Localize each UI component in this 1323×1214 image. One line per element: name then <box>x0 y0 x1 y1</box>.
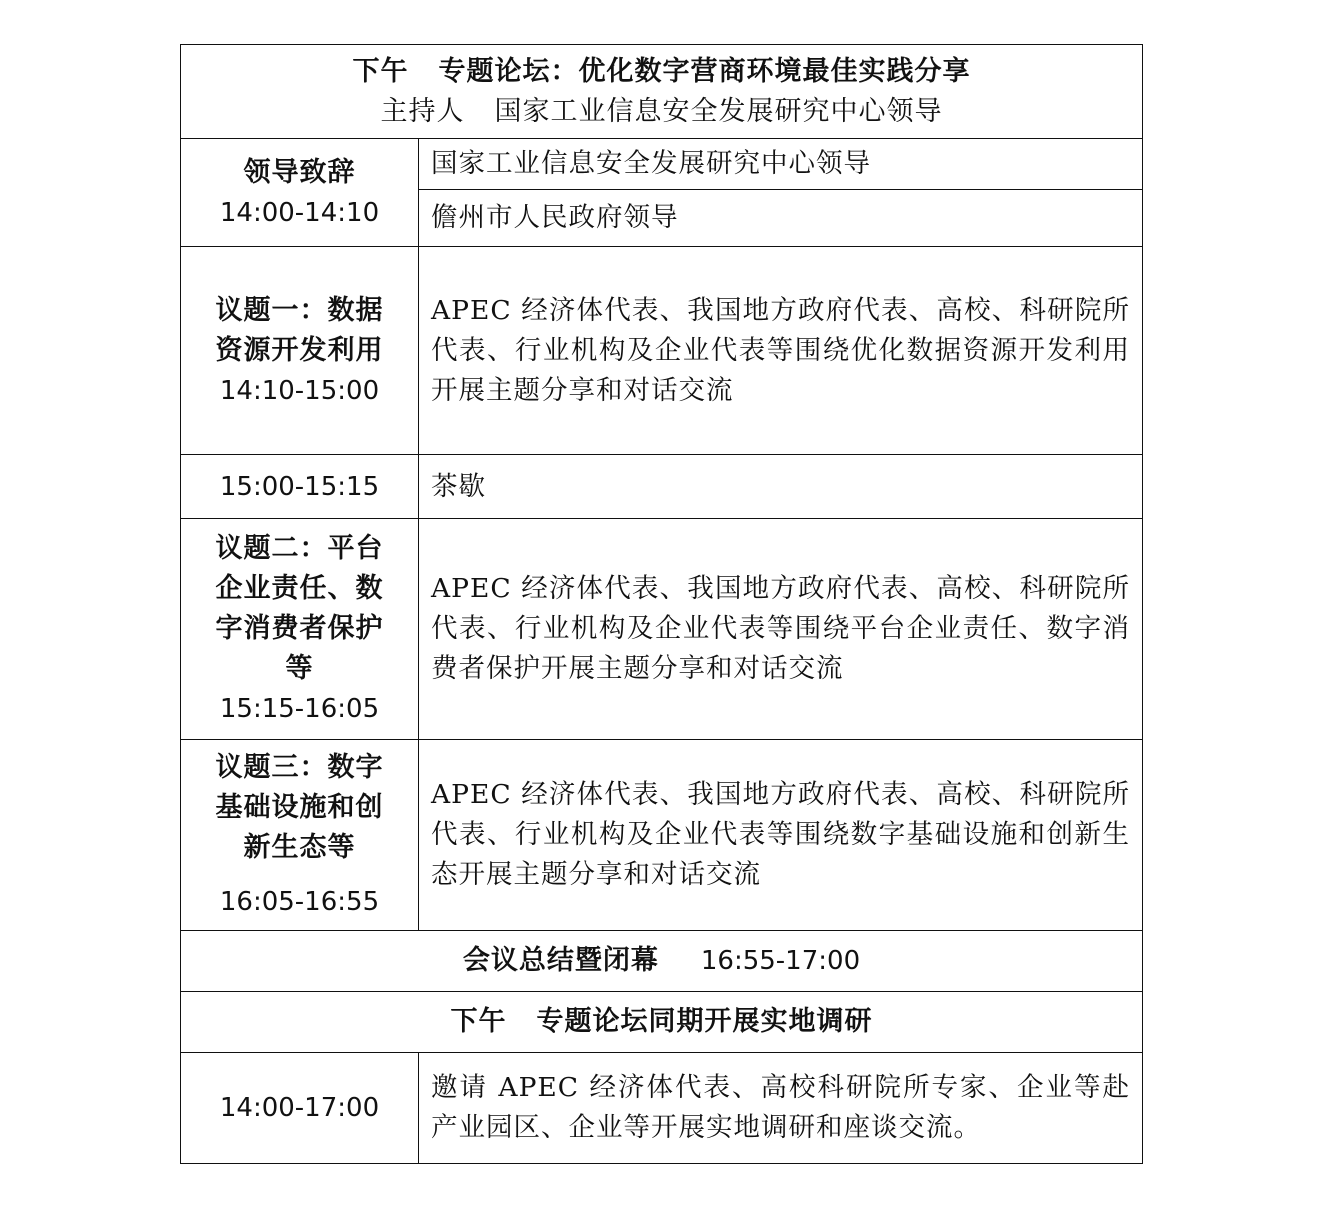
closing-label: 会议总结暨闭幕 <box>462 945 659 976</box>
speaker-cell: 儋州市人民政府领导 <box>419 190 1143 247</box>
tea-break-left <box>181 455 419 519</box>
forum-header-cell <box>181 45 1143 139</box>
table-row <box>181 139 1143 190</box>
session-content: APEC 经济体代表、我国地方政府代表、高校、科研院所代表、行业机构及企业代表等围绕平台企业责任、数字消费者保护开展主题分享和对话交流 <box>419 519 1143 740</box>
session-label-line: 议题二：平台 <box>215 533 384 564</box>
fieldwork-left <box>181 1053 419 1164</box>
host-name: 国家工业信息安全发展研究中心领导 <box>494 95 943 127</box>
session-time: 14:00-14:10 <box>219 197 380 228</box>
session-time: 16:05-16:55 <box>219 887 380 917</box>
fieldwork-header-cell <box>181 992 1143 1053</box>
session-label-line: 议题一：数据 <box>215 294 384 326</box>
session-time: 15:00-15:15 <box>219 471 380 502</box>
session-label-line: 基础设施和创 <box>215 792 384 823</box>
session-time: 15:15-16:05 <box>219 694 380 724</box>
session-content: APEC 经济体代表、我国地方政府代表、高校、科研院所代表、行业机构及企业代表等围绕优化数据资源开发利用开展主题分享和对话交流 <box>419 247 1143 455</box>
session-time: 14:10-15:00 <box>219 375 380 406</box>
fieldwork-period: 下午 <box>450 1006 507 1037</box>
session-content: 茶歇 <box>419 455 1143 519</box>
session-label-line: 资源开发利用 <box>215 334 384 366</box>
table-row <box>181 519 1143 740</box>
topic-two-left <box>181 519 419 740</box>
closing-row <box>181 931 1143 992</box>
table-row <box>181 1053 1143 1164</box>
table-row <box>181 455 1143 519</box>
session-label-line: 等 <box>285 653 314 684</box>
topic-one-left <box>181 247 419 455</box>
forum-title-period: 下午 <box>352 55 409 87</box>
fieldwork-header-row <box>181 992 1143 1053</box>
closing-time: 16:55-17:00 <box>700 946 861 976</box>
session-time: 14:00-17:00 <box>219 1093 380 1123</box>
closing-cell <box>181 931 1143 992</box>
session-label-line: 新生态等 <box>243 832 356 863</box>
session-label-line: 议题三：数字 <box>215 752 384 783</box>
session-label-line: 企业责任、数 <box>215 573 384 604</box>
table-row <box>181 247 1143 455</box>
fieldwork-title: 专题论坛同期开展实地调研 <box>536 1006 873 1037</box>
session-label: 领导致辞 <box>243 156 356 188</box>
agenda-table <box>180 44 1143 1164</box>
session-content: APEC 经济体代表、我国地方政府代表、高校、科研院所代表、行业机构及企业代表等围绕数字基础设施和创新生态开展主题分享和对话交流 <box>419 740 1143 931</box>
session-content: 邀请 APEC 经济体代表、高校科研院所专家、企业等赴产业园区、企业等开展实地调研和座谈交流。 <box>419 1053 1143 1164</box>
opening-remarks-left <box>181 139 419 247</box>
session-label-line: 字消费者保护 <box>215 613 384 644</box>
forum-title-topic: 专题论坛：优化数字营商环境最佳实践分享 <box>438 55 971 87</box>
host-label: 主持人 <box>380 95 465 127</box>
forum-header-row <box>181 45 1143 139</box>
topic-three-left <box>181 740 419 931</box>
table-row <box>181 740 1143 931</box>
speaker-cell: 国家工业信息安全发展研究中心领导 <box>419 139 1143 190</box>
forum-title <box>181 52 1142 92</box>
forum-host <box>181 92 1142 132</box>
